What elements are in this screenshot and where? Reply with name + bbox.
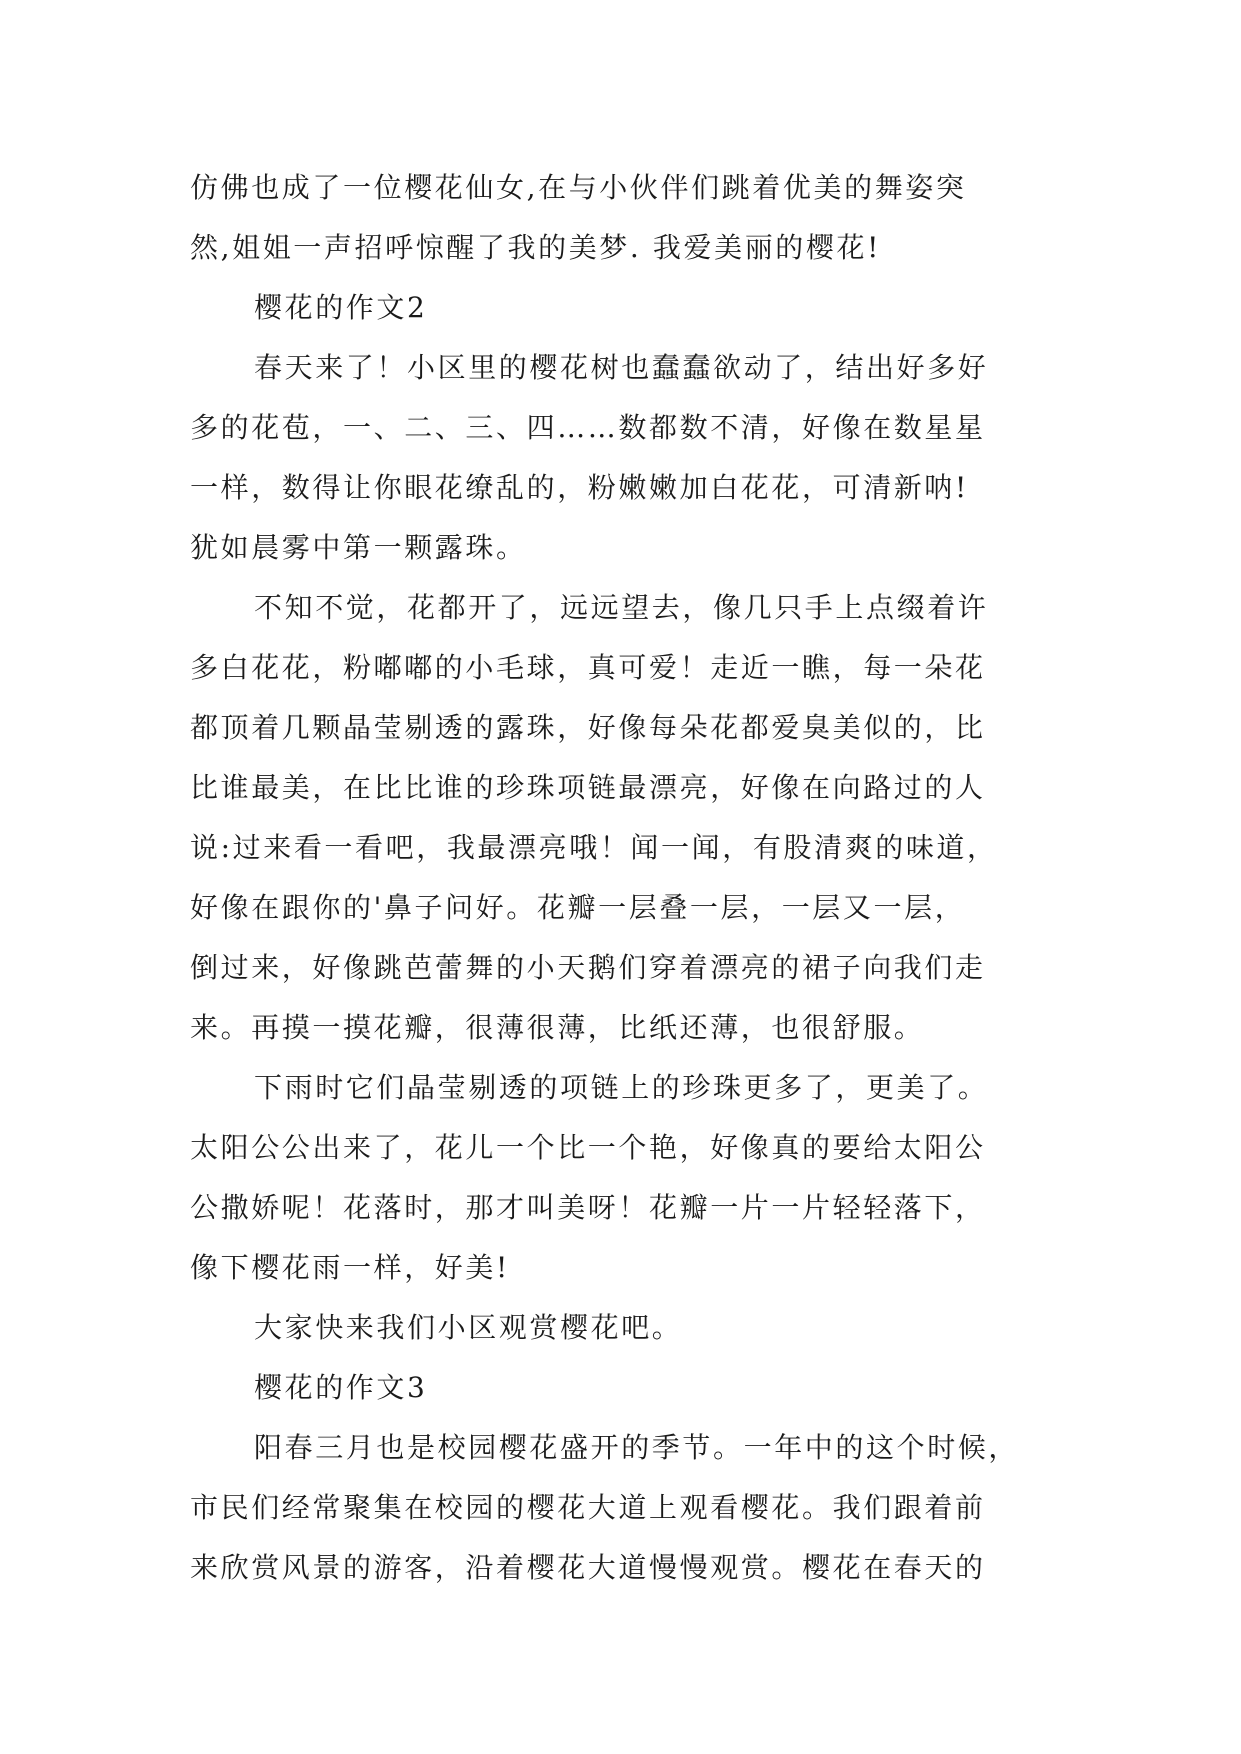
text-line: 好像在跟你的'鼻子问好。花瓣一层叠一层，一层又一层，: [190, 891, 966, 924]
text-line: 春天来了！小区里的樱花树也蠢蠢欲动了，结出好多好: [254, 351, 989, 384]
text-line: 像下樱花雨一样，好美!: [190, 1251, 510, 1284]
text-line: 来欣赏风景的游客，沿着樱花大道慢慢观赏。樱花在春天的: [190, 1551, 986, 1584]
text-line: 樱花的作文2: [254, 291, 428, 324]
text-line: 倒过来，好像跳芭蕾舞的小天鹅们穿着漂亮的裙子向我们走: [190, 951, 986, 984]
text-line: 一样，数得让你眼花缭乱的，粉嫩嫩加白花花，可清新呐!: [190, 471, 969, 504]
text-line: 不知不觉，花都开了，远远望去，像几只手上点缀着许: [254, 591, 989, 624]
text-line: 公撒娇呢！花落时，那才叫美呀！花瓣一片一片轻轻落下，: [190, 1191, 986, 1224]
text-line: 犹如晨雾中第一颗露珠。: [190, 531, 527, 564]
text-line: 下雨时它们晶莹剔透的项链上的珍珠更多了，更美了。: [254, 1071, 989, 1104]
text-line: 多的花苞，一、二、三、四……数都数不清，好像在数星星: [190, 411, 986, 444]
text-line: 多白花花，粉嘟嘟的小毛球，真可爱！走近一瞧，每一朵花: [190, 651, 986, 684]
text-line: 仿佛也成了一位樱花仙女,在与小伙伴们跳着优美的舞姿突: [190, 171, 967, 204]
text-line: 市民们经常聚集在校园的樱花大道上观看樱花。我们跟着前: [190, 1491, 986, 1524]
text-line: 大家快来我们小区观赏樱花吧。: [254, 1311, 683, 1344]
text-line: 说:过来看一看吧，我最漂亮哦！闻一闻，有股清爽的味道，: [190, 831, 998, 864]
text-line: 比谁最美，在比比谁的珍珠项链最漂亮，好像在向路过的人: [190, 771, 986, 804]
text-line: 太阳公公出来了，花儿一个比一个艳，好像真的要给太阳公: [190, 1131, 986, 1164]
document-body: [190, 158, 1070, 1598]
text-line: 都顶着几颗晶莹剔透的露珠，好像每朵花都爱臭美似的，比: [190, 711, 986, 744]
text-line: 樱花的作文3: [254, 1371, 428, 1404]
text-line: 然,姐姐一声招呼惊醒了我的美梦. 我爱美丽的樱花!: [190, 231, 881, 264]
text-line: 来。再摸一摸花瓣，很薄很薄，比纸还薄，也很舒服。: [190, 1011, 925, 1044]
text-line: 阳春三月也是校园樱花盛开的季节。一年中的这个时候，: [254, 1431, 1020, 1464]
